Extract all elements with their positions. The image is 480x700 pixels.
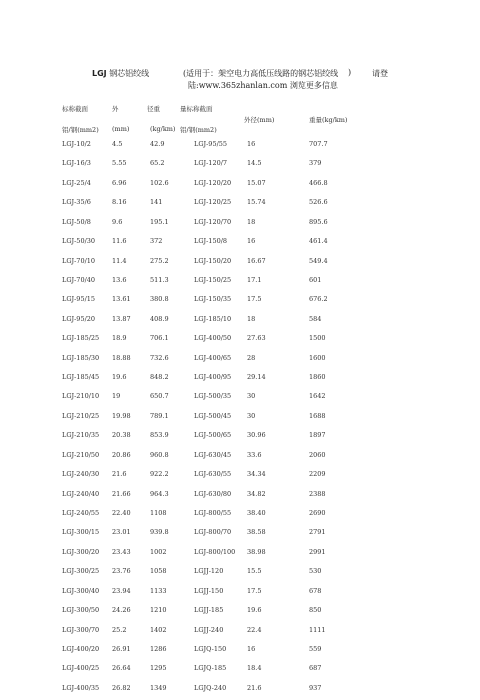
table-row	[0, 545, 480, 564]
table-row	[0, 661, 480, 680]
cell-left-od: 9.6	[112, 217, 123, 226]
cell-right-weight: 2690	[309, 509, 326, 518]
cell-left-od: 4.5	[112, 140, 123, 148]
header-left-name-bottom: 铝/钢(mm2)	[62, 126, 99, 134]
cell-right-name: LGJ-400/65	[194, 353, 232, 362]
cell-right-weight: 530	[309, 567, 322, 576]
cell-left-weight: 650.7	[150, 392, 169, 401]
cell-left-weight: 42.9	[150, 140, 165, 148]
cell-right-od: 38.98	[247, 547, 266, 556]
cell-left-od: 21.6	[112, 470, 127, 479]
table-row	[0, 331, 480, 350]
cell-right-name: LGJQ-150	[194, 644, 227, 653]
cell-right-weight: 466.8	[309, 178, 328, 187]
table-row	[0, 312, 480, 331]
cell-right-od: 14.5	[247, 159, 262, 168]
table-row	[0, 506, 480, 525]
table-row	[0, 389, 480, 408]
cell-left-name: LGJ-25/4	[62, 178, 91, 187]
cell-right-od: 38.58	[247, 528, 266, 537]
cell-right-od: 18	[247, 217, 256, 226]
cell-right-od: 15.5	[247, 567, 262, 576]
cell-right-od: 16.67	[247, 256, 266, 265]
cell-right-weight: 895.6	[309, 217, 328, 226]
title-main: 钢芯铝绞线	[109, 69, 150, 78]
cell-left-weight: 1402	[150, 625, 167, 634]
cell-left-od: 26.82	[112, 683, 131, 692]
cell-right-name: LGJJ-240	[194, 625, 224, 634]
table-row	[0, 273, 480, 292]
cell-right-od: 18.4	[247, 664, 262, 673]
cell-right-od: 15.07	[247, 178, 266, 187]
cell-left-od: 22.40	[112, 509, 131, 518]
cell-right-od: 16	[247, 140, 256, 148]
cell-right-od: 30	[247, 392, 256, 401]
cell-right-od: 33.6	[247, 450, 262, 459]
cell-left-od: 6.96	[112, 178, 127, 187]
cell-left-od: 20.86	[112, 450, 131, 459]
cell-left-od: 18.88	[112, 353, 131, 362]
cell-left-weight: 922.2	[150, 470, 169, 479]
cell-right-od: 16	[247, 237, 256, 246]
cell-left-name: LGJ-70/10	[62, 256, 96, 265]
cell-left-name: LGJ-70/40	[62, 275, 96, 284]
cell-left-od: 23.94	[112, 586, 131, 595]
cell-left-name: LGJ-210/50	[62, 450, 100, 459]
cell-left-name: LGJ-185/30	[62, 353, 100, 362]
cell-left-od: 20.38	[112, 431, 131, 440]
document-header	[0, 0, 480, 92]
header-right-name-bottom: 铝/钢(mm2)	[180, 126, 217, 134]
header-left-weight-top: 径重	[147, 105, 160, 113]
cell-right-od: 21.6	[247, 683, 262, 692]
header-left-weight-bottom: (kg/km)	[150, 125, 176, 133]
table-row	[0, 448, 480, 467]
cell-left-od: 8.16	[112, 198, 127, 207]
table-row	[0, 370, 480, 389]
cell-left-weight: 195.1	[150, 217, 169, 226]
cell-right-weight: 1688	[309, 411, 326, 420]
header-left-od-top: 外	[112, 105, 119, 113]
header-left-name-top: 标称截面	[62, 105, 88, 113]
table-row	[0, 234, 480, 253]
cell-right-od: 29.14	[247, 373, 266, 382]
cell-left-od: 23.76	[112, 567, 131, 576]
header-left-od-bottom: (mm)	[112, 125, 130, 133]
cell-left-name: LGJ-400/25	[62, 664, 100, 673]
cell-right-name: LGJ-185/10	[194, 314, 232, 323]
cell-right-weight: 601	[309, 275, 322, 284]
title	[92, 68, 149, 79]
cell-left-od: 11.4	[112, 256, 127, 265]
cell-right-od: 34.34	[247, 470, 266, 479]
cell-right-name: LGJ-120/7	[194, 159, 228, 168]
cell-right-weight: 678	[309, 586, 322, 595]
cell-right-od: 30.96	[247, 431, 266, 440]
cell-left-name: LGJ-35/6	[62, 198, 91, 207]
cell-left-name: LGJ-300/50	[62, 606, 100, 615]
table-row	[0, 195, 480, 214]
cell-right-name: LGJ-95/55	[194, 140, 228, 148]
cell-right-name: LGJ-120/20	[194, 178, 232, 187]
cell-right-name: LGJ-800/70	[194, 528, 232, 537]
cell-left-name: LGJ-400/35	[62, 683, 100, 692]
usage-note: (适用于：架空电力高低压线路的钢芯铝绞线	[183, 69, 339, 78]
cell-right-od: 17.5	[247, 295, 262, 304]
cell-right-name: LGJ-500/45	[194, 411, 232, 420]
header-right-od: 外径(mm)	[244, 116, 275, 124]
please-login: 请登	[372, 69, 388, 78]
cell-left-name: LGJ-210/25	[62, 411, 100, 420]
cell-left-weight: 65.2	[150, 159, 165, 168]
cell-right-weight: 2791	[309, 528, 326, 537]
cell-right-weight: 549.4	[309, 256, 328, 265]
cell-left-weight: 789.1	[150, 411, 169, 420]
cell-right-name: LGJ-120/70	[194, 217, 232, 226]
cell-right-name: LGJJ-150	[194, 586, 224, 595]
cell-right-od: 34.82	[247, 489, 266, 498]
cell-right-weight: 559	[309, 644, 322, 653]
header-right-name-top: 量标称截面	[180, 105, 213, 113]
cell-right-name: LGJ-500/65	[194, 431, 232, 440]
table-row	[0, 642, 480, 661]
table-row	[0, 467, 480, 486]
usage-note-close: )	[348, 68, 352, 77]
cell-left-weight: 848.2	[150, 373, 169, 382]
cell-left-name: LGJ-95/15	[62, 295, 96, 304]
cell-left-od: 5.55	[112, 159, 127, 168]
cell-right-od: 17.5	[247, 586, 262, 595]
cell-left-weight: 102.6	[150, 178, 169, 187]
cell-right-weight: 1600	[309, 353, 326, 362]
website-line: 陆:www.365zhanlan.com 浏览更多信息	[188, 81, 338, 90]
cell-right-weight: 584	[309, 314, 322, 323]
cell-right-od: 30	[247, 411, 256, 420]
cell-right-weight: 937	[309, 683, 322, 692]
cell-left-name: LGJ-240/40	[62, 489, 100, 498]
table-row	[0, 176, 480, 195]
cell-right-weight: 850	[309, 606, 322, 615]
cell-right-name: LGJ-800/55	[194, 509, 232, 518]
cell-right-name: LGJ-800/100	[194, 547, 236, 556]
cell-left-name: LGJ-300/15	[62, 528, 100, 537]
cell-left-weight: 511.3	[150, 275, 169, 284]
cell-left-od: 19.6	[112, 373, 127, 382]
cell-left-od: 13.87	[112, 314, 131, 323]
cell-left-name: LGJ-50/8	[62, 217, 91, 226]
cell-left-weight: 939.8	[150, 528, 169, 537]
cell-left-weight: 1286	[150, 644, 167, 653]
cell-right-weight: 2209	[309, 470, 326, 479]
cell-right-od: 15.74	[247, 198, 266, 207]
cell-right-name: LGJ-400/50	[194, 334, 232, 343]
cell-right-weight: 1897	[309, 431, 326, 440]
cell-right-weight: 1111	[309, 625, 326, 634]
cell-left-weight: 1002	[150, 547, 167, 556]
cell-left-weight: 732.6	[150, 353, 169, 362]
cell-right-name: LGJ-150/35	[194, 295, 232, 304]
cell-left-name: LGJ-50/30	[62, 237, 96, 246]
cell-right-name: LGJJ-120	[194, 567, 224, 576]
cell-left-od: 21.66	[112, 489, 131, 498]
cell-right-name: LGJQ-185	[194, 664, 227, 673]
cell-left-name: LGJ-185/25	[62, 334, 100, 343]
cell-right-weight: 2388	[309, 489, 326, 498]
cell-left-od: 26.91	[112, 644, 131, 653]
cell-right-od: 16	[247, 644, 256, 653]
table-row	[0, 681, 480, 700]
cell-left-od: 19.98	[112, 411, 131, 420]
cell-right-od: 27.63	[247, 334, 266, 343]
specs-table	[0, 137, 480, 700]
cell-right-weight: 526.6	[309, 198, 328, 207]
cell-right-name: LGJ-630/55	[194, 470, 232, 479]
cell-right-name: LGJ-150/25	[194, 275, 232, 284]
table-row	[0, 137, 480, 156]
cell-left-name: LGJ-240/30	[62, 470, 100, 479]
cell-right-weight: 379	[309, 159, 322, 168]
cell-left-weight: 853.9	[150, 431, 169, 440]
cell-left-od: 11.6	[112, 237, 127, 246]
cell-left-od: 23.43	[112, 547, 131, 556]
table-row	[0, 525, 480, 544]
cell-right-name: LGJ-630/45	[194, 450, 232, 459]
cell-left-weight: 408.9	[150, 314, 169, 323]
cell-right-weight: 461.4	[309, 237, 328, 246]
cell-right-name: LGJQ-240	[194, 683, 227, 692]
cell-left-name: LGJ-95/20	[62, 314, 96, 323]
cell-left-name: LGJ-210/10	[62, 392, 100, 401]
cell-left-name: LGJ-300/25	[62, 567, 100, 576]
cell-left-weight: 372	[150, 237, 163, 246]
table-row	[0, 603, 480, 622]
cell-left-od: 23.01	[112, 528, 131, 537]
table-row	[0, 584, 480, 603]
cell-left-weight: 1058	[150, 567, 167, 576]
header-right-weight: 重量(kg/km)	[309, 116, 348, 124]
table-row	[0, 351, 480, 370]
cell-left-name: LGJ-240/55	[62, 509, 100, 518]
cell-right-name: LGJ-150/20	[194, 256, 232, 265]
cell-left-weight: 706.1	[150, 334, 169, 343]
cell-right-name: LGJ-500/35	[194, 392, 232, 401]
title-prefix: LGJ	[92, 69, 107, 78]
cell-left-name: LGJ-300/70	[62, 625, 100, 634]
cell-left-name: LGJ-10/2	[62, 140, 91, 148]
cell-left-weight: 1210	[150, 606, 167, 615]
cell-right-weight: 1860	[309, 373, 326, 382]
cell-right-od: 38.40	[247, 509, 266, 518]
cell-left-weight: 964.3	[150, 489, 169, 498]
cell-right-weight: 2991	[309, 547, 326, 556]
table-row	[0, 623, 480, 642]
table-row	[0, 564, 480, 583]
cell-left-name: LGJ-300/40	[62, 586, 100, 595]
cell-left-name: LGJ-210/35	[62, 431, 100, 440]
cell-right-od: 28	[247, 353, 256, 362]
cell-right-weight: 2060	[309, 450, 326, 459]
cell-left-od: 13.6	[112, 275, 127, 284]
cell-left-weight: 141	[150, 198, 163, 207]
cell-right-name: LGJ-120/25	[194, 198, 232, 207]
cell-left-weight: 1133	[150, 586, 167, 595]
cell-left-name: LGJ-185/45	[62, 373, 100, 382]
cell-right-weight: 707.7	[309, 140, 328, 148]
table-row	[0, 428, 480, 447]
cell-left-od: 19	[112, 392, 121, 401]
cell-left-weight: 1295	[150, 664, 167, 673]
cell-right-od: 18	[247, 314, 256, 323]
table-row	[0, 487, 480, 506]
cell-right-name: LGJJ-185	[194, 606, 224, 615]
table-row	[0, 156, 480, 175]
cell-right-od: 19.6	[247, 606, 262, 615]
table-row	[0, 292, 480, 311]
cell-left-weight: 960.8	[150, 450, 169, 459]
cell-left-od: 26.64	[112, 664, 131, 673]
cell-right-weight: 1500	[309, 334, 326, 343]
cell-left-name: LGJ-16/3	[62, 159, 91, 168]
cell-right-od: 22.4	[247, 625, 262, 634]
cell-left-name: LGJ-300/20	[62, 547, 100, 556]
table-row	[0, 254, 480, 273]
cell-left-od: 25.2	[112, 625, 127, 634]
cell-left-weight: 1349	[150, 683, 167, 692]
cell-right-weight: 676.2	[309, 295, 328, 304]
cell-right-name: LGJ-630/80	[194, 489, 232, 498]
cell-right-weight: 687	[309, 664, 322, 673]
cell-left-weight: 275.2	[150, 256, 169, 265]
table-row	[0, 215, 480, 234]
cell-left-od: 18.9	[112, 334, 127, 343]
cell-right-weight: 1642	[309, 392, 326, 401]
cell-left-weight: 1108	[150, 509, 167, 518]
table-row	[0, 409, 480, 428]
cell-left-od: 13.61	[112, 295, 131, 304]
cell-left-od: 24.26	[112, 606, 131, 615]
cell-left-name: LGJ-400/20	[62, 644, 100, 653]
cell-right-name: LGJ-400/95	[194, 373, 232, 382]
cell-right-od: 17.1	[247, 275, 262, 284]
cell-right-name: LGJ-150/8	[194, 237, 228, 246]
cell-left-weight: 380.8	[150, 295, 169, 304]
